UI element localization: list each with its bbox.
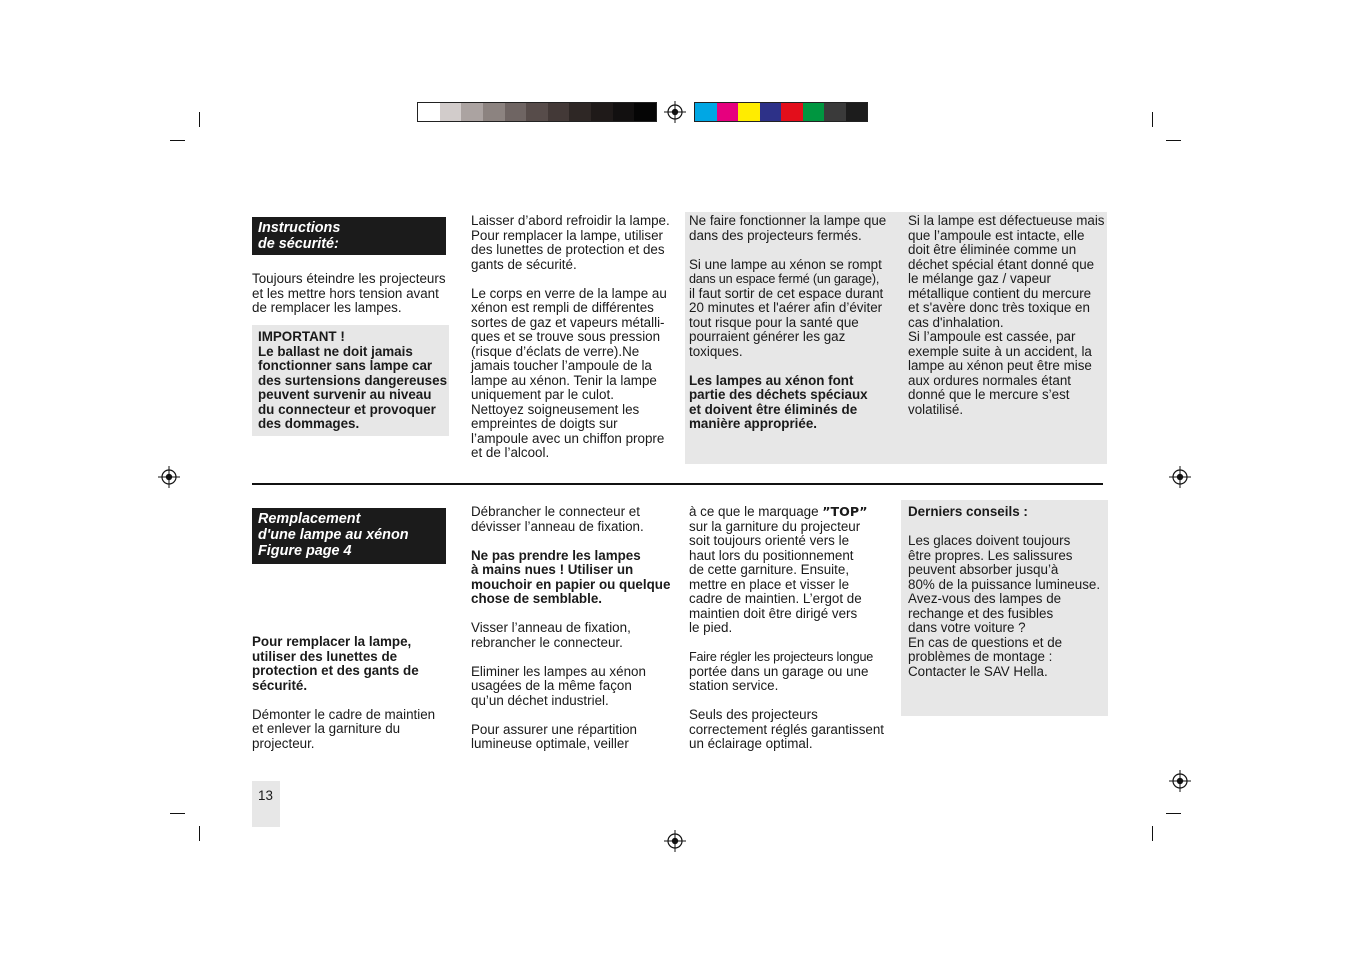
paragraph: Débrancher le connecteur et dévisser l’anneau de fixation.	[471, 504, 644, 534]
paragraph: Pour assurer une répartition lumineuse optimale, veiller	[471, 721, 637, 751]
safety-column-4	[908, 214, 1108, 417]
text-line: Faire régler les projecteurs longue	[689, 650, 874, 664]
color-swatch	[803, 103, 825, 121]
replacement-column-4	[908, 505, 1108, 679]
replacement-column-2	[471, 505, 676, 752]
page-number: 13	[252, 781, 280, 827]
safety-column-3	[689, 214, 899, 432]
color-swatch	[760, 103, 782, 121]
paragraph	[689, 650, 899, 694]
text-line: dans un espace fermé (un garage),	[689, 272, 880, 286]
crop-mark	[1152, 112, 1153, 127]
crop-mark	[1166, 813, 1181, 814]
color-swatch	[824, 103, 846, 121]
text-line: Si une lampe au xénon se rompt	[689, 256, 882, 272]
paragraph: Ne faire fonctionner la lampe que dans des projecteurs fermés.	[689, 213, 887, 243]
color-swatch	[695, 103, 717, 121]
paragraph	[689, 505, 899, 636]
section-divider	[252, 483, 1103, 485]
tips-title: Derniers conseils :	[908, 504, 1028, 519]
registration-mark-icon	[1169, 466, 1191, 488]
color-swatch	[569, 103, 591, 121]
color-swatch	[591, 103, 613, 121]
color-swatch	[613, 103, 635, 121]
disposal-warning: Les lampes au xénon font partie des déchets spéciaux et doivent être éliminés de manière appropriée.	[689, 372, 868, 431]
color-swatch	[526, 103, 548, 121]
paragraph: Pour remplacer la lampe, utiliser des lunettes de protection et des gants de sécurité.	[252, 634, 419, 693]
text-line: il faut sortir de cet espace durant 20 minutes et l'aérer afin d’éviter tout risque pour la santé que pourraient générer les gaz toxiques.	[689, 285, 884, 359]
top-marking: ”TOP”	[822, 504, 868, 519]
paragraph: Visser l’anneau de fixation, rebrancher le connecteur.	[471, 620, 631, 650]
color-swatch	[505, 103, 527, 121]
text-line: portée dans un garage ou une station service.	[689, 663, 869, 693]
color-swatch	[461, 103, 483, 121]
paragraph: Les glaces doivent toujours être propres. Les salissures peuvent absorber jusqu’à 80% de la puissance lumineuse. Avez-vous des lampes de rechange et des fusibles dans votre voiture ? En cas de questions et de problèmes de montage : Contacter le SAV Hella.	[908, 533, 1101, 679]
safety-intro	[252, 272, 457, 316]
crop-mark	[199, 112, 200, 127]
safety-column-2	[471, 214, 676, 461]
text-span: à ce que le marquage	[689, 504, 823, 519]
replacement-column-1	[252, 635, 457, 751]
replacement-column-3	[689, 505, 899, 752]
section-title-replacement: Remplacement d'une lampe au xénon Figure page 4	[252, 508, 446, 564]
paragraph: Toujours éteindre les projecteurs et les mettre hors tension avant de remplacer les lampes.	[252, 271, 446, 315]
text-span: sur la garniture du projecteur soit toujours orienté vers le haut lors du positionnement de cette garniture. Ensuite, mettre en place et visser le cadre de maintien. L’ergot de maintien doit être dirigé vers le pied.	[689, 518, 862, 635]
paragraph: Démonter le cadre de maintien et enlever la garniture du projecteur.	[252, 706, 436, 751]
registration-mark-icon	[158, 466, 180, 488]
registration-mark-icon	[1169, 770, 1191, 792]
paragraph: Le corps en verre de la lampe au xénon est rempli de différentes sortes de gaz et vapeurs métalli- ques et se trouve sous pression (risque d’éclats de verre).Ne jamais toucher l’ampoule de la lampe au xénon. Tenir la lampe uniquement par le culot. Nettoyez soigneusement les empreintes de doigts sur l’ampoule avec un chiffon propre et de l’alcool.	[471, 285, 667, 460]
crop-mark	[1152, 826, 1153, 841]
color-swatch	[781, 103, 803, 121]
crop-mark	[170, 140, 185, 141]
color-swatch	[738, 103, 760, 121]
registration-mark-icon	[664, 830, 686, 852]
paragraph: Eliminer les lampes au xénon usagées de la même façon qu’un déchet industriel.	[471, 663, 646, 708]
paragraph: Si la lampe est défectueuse mais que l’ampoule est intacte, elle doit être éliminée comme un déchet spécial étant donné que le mélange gaz / vapeur métallique contient du mercure et s'avère donc très toxique en cas d'inhalation. Si l’ampoule est cassée, par exemple suite à un accident, la lampe au xénon peut être mise aux ordures normales étant donné que le mercure s’est volatilisé.	[908, 213, 1105, 417]
important-box	[252, 325, 449, 436]
crop-mark	[170, 813, 185, 814]
crop-mark	[1166, 140, 1181, 141]
color-calibration-bar	[694, 102, 868, 122]
section-title-safety: Instructions de sécurité:	[252, 217, 446, 255]
color-swatch	[418, 103, 440, 121]
paragraph: Laisser d’abord refroidir la lampe. Pour remplacer la lampe, utiliser des lunettes de protection et des gants de sécurité.	[471, 213, 670, 272]
color-swatch	[548, 103, 570, 121]
important-warning: IMPORTANT ! Le ballast ne doit jamais fonctionner sans lampe car des surtensions dangereuses peuvent survenir au niveau du connecteur et provoquer des dommages.	[258, 329, 448, 431]
grey-calibration-bar	[417, 102, 657, 122]
color-swatch	[440, 103, 462, 121]
color-swatch	[717, 103, 739, 121]
color-swatch	[846, 103, 868, 121]
crop-mark	[199, 826, 200, 841]
paragraph: Seuls des projecteurs correctement réglés garantissent un éclairage optimal.	[689, 707, 885, 751]
bare-hands-warning: Ne pas prendre les lampes à mains nues ! Utiliser un mouchoir en papier ou quelque chose de semblable.	[471, 547, 671, 606]
paragraph	[689, 258, 899, 360]
color-swatch	[483, 103, 505, 121]
registration-mark-icon	[664, 101, 686, 123]
color-swatch	[634, 103, 656, 121]
